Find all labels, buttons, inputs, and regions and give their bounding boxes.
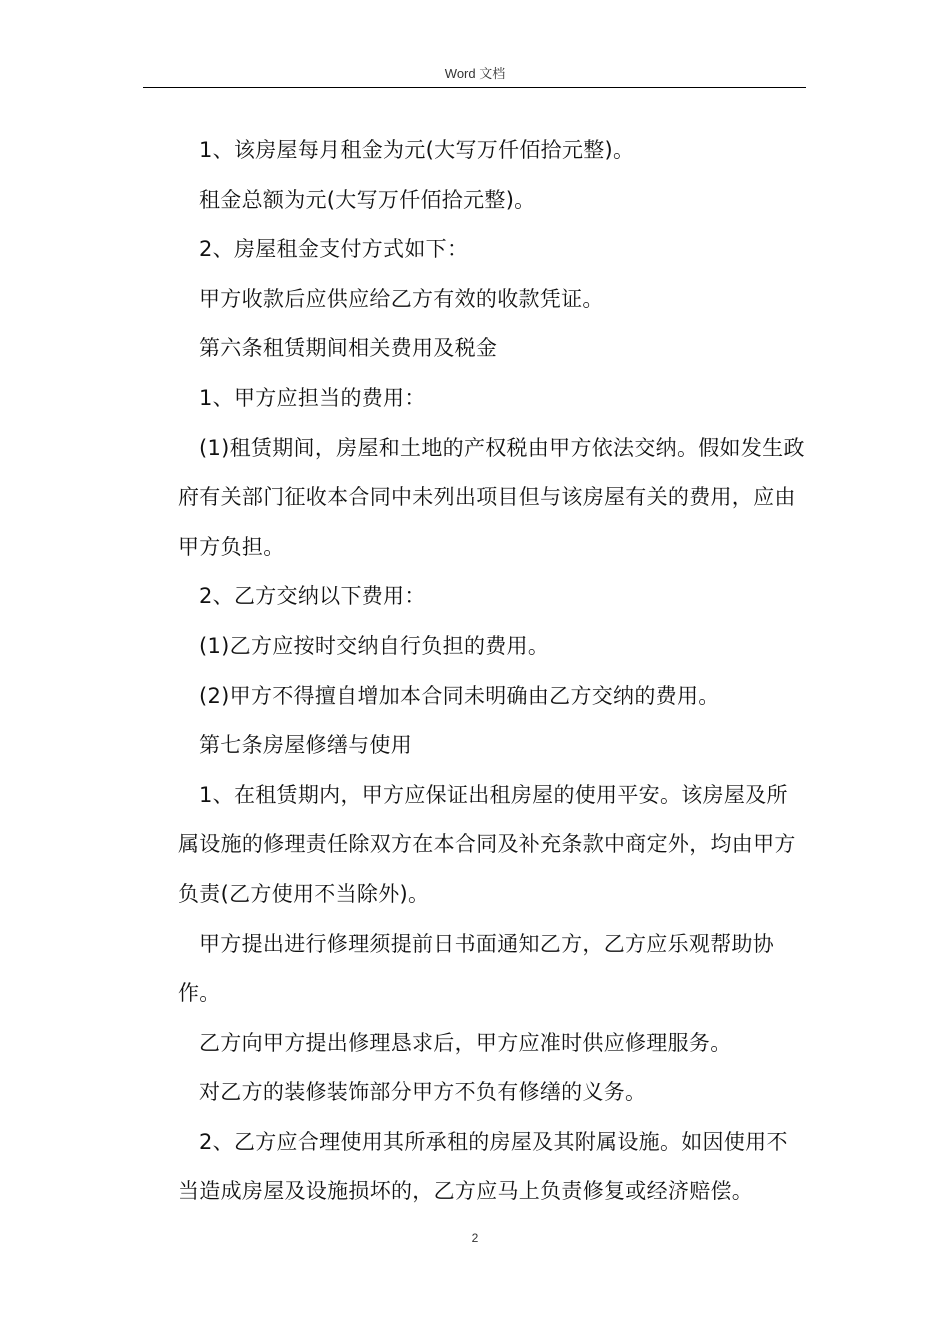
paragraph-rent-monthly: 1、该房屋每月租金为元(大写万仟佰拾元整)。 [199,138,635,162]
paragraph-decoration: 对乙方的装修装饰部分甲方不负有修缮的义务。 [199,1080,647,1105]
page-footer [0,1231,950,1245]
paragraph-lessor-fees: 1、甲方应担当的费用： [199,385,426,410]
paragraph-proper-use: 2、乙方应合理使用其所承租的房屋及其附属设施。如因使用不当造成房屋及设施损坏的，乙方应马上负责修复或经济赔偿。 [178,1129,788,1204]
paragraph-property-tax: (1)租赁期间，房屋和土地的产权税由甲方依法交纳。假如发生政府有关部门征收本合同中未列出项目但与该房屋有关的费用，应由甲方负担。 [178,435,805,559]
header-divider [143,87,806,88]
paragraph-rent-total: 租金总额为元(大写万仟佰拾元整)。 [199,187,536,212]
paragraph-safety-repair: 1、在租赁期内，甲方应保证出租房屋的使用平安。该房屋及所属设施的修理责任除双方在本合同及补充条款中商定外，均由甲方负责(乙方使用不当除外)。 [178,782,796,906]
page-header [0,66,950,82]
header-title: Word 文档 [444,66,506,81]
paragraph-payment-method: 2、房屋租金支付方式如下： [199,237,469,262]
page-number: 2 [471,1231,479,1245]
paragraph-lessee-pay-on-time: (1)乙方应按时交纳自行负担的费用。 [199,633,550,658]
paragraph-repair-request: 乙方向甲方提出修理恳求后，甲方应准时供应修理服务。 [199,1030,732,1055]
section-heading-article-7: 第七条房屋修缮与使用 [199,733,412,758]
section-heading-article-6: 第六条租赁期间相关费用及税金 [199,336,498,361]
paragraph-receipt: 甲方收款后应供应给乙方有效的收款凭证。 [199,286,604,311]
document-body [178,126,808,1217]
paragraph-no-extra-fees: (2)甲方不得擅自增加本合同未明确由乙方交纳的费用。 [199,683,720,708]
paragraph-repair-notice: 甲方提出进行修理须提前日书面通知乙方，乙方应乐观帮助协作。 [178,931,775,1006]
paragraph-lessee-fees: 2、乙方交纳以下费用： [199,584,426,609]
